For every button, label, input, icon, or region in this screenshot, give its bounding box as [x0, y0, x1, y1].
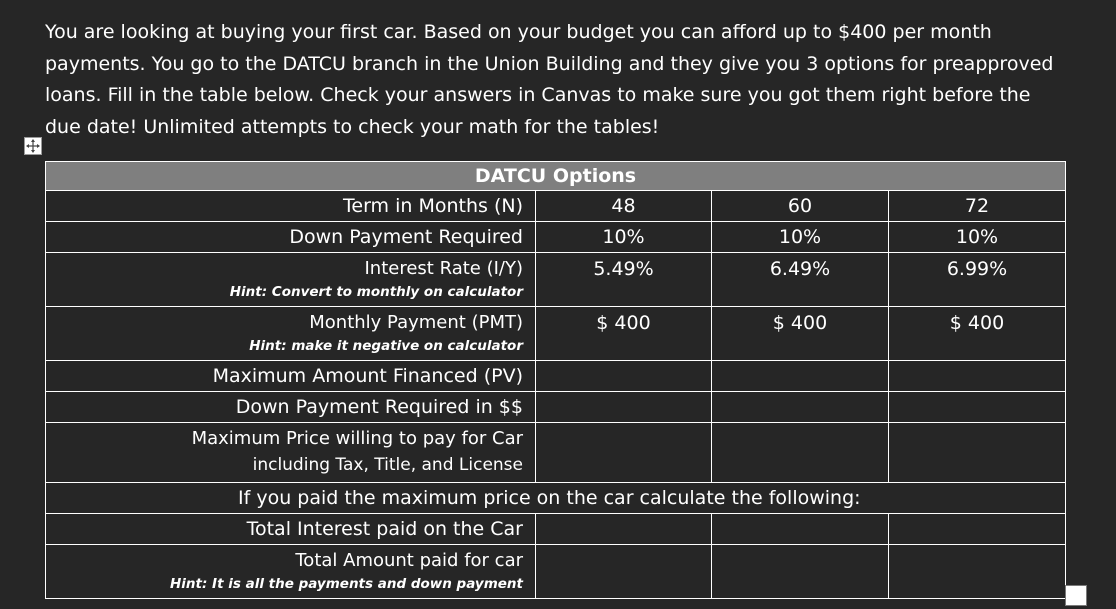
term-cell[interactable]: 72: [889, 191, 1066, 222]
down-payment-dollars-row: [46, 392, 1066, 423]
interest-rate-hint: Hint: Convert to monthly on calculator: [229, 284, 523, 300]
term-cell[interactable]: 48: [536, 191, 712, 222]
monthly-payment-label: Monthly Payment (PMT): [309, 312, 523, 333]
move-arrows-icon: [25, 138, 41, 154]
down-payment-cell[interactable]: 10%: [889, 222, 1066, 253]
if-paid-row: [46, 483, 1066, 514]
total-amount-row: [46, 545, 1066, 599]
datcu-options-table: [45, 161, 1066, 599]
term-row: [46, 191, 1066, 222]
monthly-payment-cell[interactable]: $ 400: [889, 307, 1066, 361]
total-interest-cell[interactable]: [712, 514, 889, 545]
interest-rate-cell[interactable]: 5.49%: [536, 253, 712, 307]
max-financed-label: Maximum Amount Financed (PV): [46, 361, 536, 392]
down-payment-dollars-cell[interactable]: [712, 392, 889, 423]
instructions-paragraph: You are looking at buying your first car. Based on your budget you can afford up to $400 per month payments. You go to the DATCU branch in the Union Building and they give you 3 options for preapproved loans. Fill in the table below. Check your answers in Canvas to make sure you got them right before the due date! Unlimited attempts to check your math for the tables!: [45, 21, 1054, 138]
total-amount-label-cell: [46, 545, 536, 599]
total-amount-hint: Hint: It is all the payments and down payment: [169, 576, 523, 592]
max-price-sublabel: including Tax, Title, and License: [252, 455, 523, 475]
if-paid-instruction: If you paid the maximum price on the car calculate the following:: [46, 483, 1066, 514]
monthly-payment-cell[interactable]: $ 400: [712, 307, 889, 361]
max-price-label-cell: [46, 423, 536, 483]
interest-rate-label-cell: [46, 253, 536, 307]
max-price-label: Maximum Price willing to pay for Car: [191, 428, 523, 449]
interest-rate-row: [46, 253, 1066, 307]
max-price-row: [46, 423, 1066, 483]
monthly-payment-label-cell: [46, 307, 536, 361]
max-price-cell[interactable]: [889, 423, 1066, 483]
max-financed-cell[interactable]: [712, 361, 889, 392]
down-payment-dollars-cell[interactable]: [536, 392, 712, 423]
table-resize-handle[interactable]: [1065, 585, 1087, 606]
max-financed-row: [46, 361, 1066, 392]
down-payment-label: Down Payment Required: [46, 222, 536, 253]
table-title: DATCU Options: [46, 162, 1066, 191]
down-payment-cell[interactable]: 10%: [536, 222, 712, 253]
monthly-payment-row: [46, 307, 1066, 361]
total-amount-cell[interactable]: [536, 545, 712, 599]
max-financed-cell[interactable]: [536, 361, 712, 392]
interest-rate-cell[interactable]: 6.99%: [889, 253, 1066, 307]
interest-rate-cell[interactable]: 6.49%: [712, 253, 889, 307]
total-amount-label: Total Amount paid for car: [295, 550, 523, 571]
term-label: Term in Months (N): [46, 191, 536, 222]
total-interest-label: Total Interest paid on the Car: [46, 514, 536, 545]
monthly-payment-cell[interactable]: $ 400: [536, 307, 712, 361]
total-interest-cell[interactable]: [889, 514, 1066, 545]
term-cell[interactable]: 60: [712, 191, 889, 222]
down-payment-row: [46, 222, 1066, 253]
down-payment-dollars-cell[interactable]: [889, 392, 1066, 423]
total-amount-cell[interactable]: [712, 545, 889, 599]
down-payment-dollars-label: Down Payment Required in $$: [46, 392, 536, 423]
max-price-cell[interactable]: [712, 423, 889, 483]
monthly-payment-hint: Hint: make it negative on calculator: [249, 338, 523, 354]
total-interest-row: [46, 514, 1066, 545]
interest-rate-label: Interest Rate (I/Y): [364, 258, 523, 279]
max-financed-cell[interactable]: [889, 361, 1066, 392]
table-title-row: [46, 162, 1066, 191]
max-price-cell[interactable]: [536, 423, 712, 483]
down-payment-cell[interactable]: 10%: [712, 222, 889, 253]
total-interest-cell[interactable]: [536, 514, 712, 545]
table-move-handle[interactable]: [24, 137, 42, 155]
total-amount-cell[interactable]: [889, 545, 1066, 599]
